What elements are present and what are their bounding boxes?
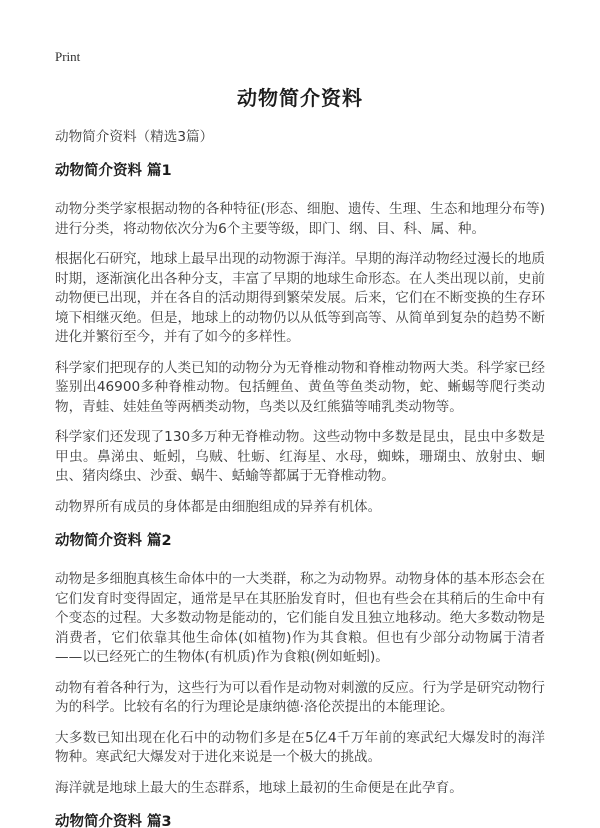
section-1-heading: 动物简介资料 篇1 bbox=[55, 163, 172, 179]
section-3 bbox=[55, 813, 545, 828]
section-2-paragraph-1: 动物是多细胞真核生命体中的一大类群，称之为动物界。动物身体的基本形态会在它们发育时变得固定，通常是早在其胚胎发育时，但也有些会在其稍后的生命中有个变态的过程。大多数动物是能动的，它们能自发且独立地移动。绝大多数动物是消费者，它们依靠其他生命体(如植物)作为其食粮。但也有少部分动物属于清者——以已经死亡的生物体(有机质)作为食粮(例如蚯蚓)。 bbox=[55, 571, 545, 665]
section-2 bbox=[55, 532, 545, 798]
section-1-paragraph-5: 动物界所有成员的身体都是由细胞组成的异养有机体。 bbox=[55, 498, 382, 515]
print-link[interactable]: Print bbox=[55, 49, 81, 64]
page-title: 动物简介资料 bbox=[237, 86, 363, 110]
section-1-paragraph-2: 根据化石研究，地球上最早出现的动物源于海洋。早期的海洋动物经过漫长的地质时期，逐渐演化出各种分支，丰富了早期的地球生命形态。在人类出现以前，史前动物便已出现，并在各自的活动期得到繁荣发展。后来，它们在不断变换的生存环境下相继灭绝。但是，地球上的动物仍以从低等到高等、从简单到复杂的趋势不断进化并繁衍至今，并有了如今的多样性。 bbox=[55, 251, 545, 345]
section-1-paragraph-3: 科学家们把现存的人类已知的动物分为无脊椎动物和脊椎动物两大类。科学家已经鉴别出46900多种脊椎动物。包括鲤鱼、黄鱼等鱼类动物，蛇、蜥蜴等爬行类动物，青蛙、娃娃鱼等两栖类动物，鸟类以及红熊猫等哺乳类动物等。 bbox=[55, 359, 545, 415]
section-1-paragraph-1: 动物分类学家根据动物的各种特征(形态、细胞、遗传、生理、生态和地理分布等)进行分类，将动物依次分为6个主要等级，即门、纲、目、科、属、种。 bbox=[55, 201, 545, 237]
section-2-paragraph-4: 海洋就是地球上最大的生态群系，地球上最初的生命便是在此孕育。 bbox=[55, 779, 463, 796]
section-2-heading: 动物简介资料 篇2 bbox=[55, 533, 172, 549]
page-subtitle: 动物简介资料（精选3篇） bbox=[55, 129, 214, 145]
section-2-paragraph-3: 大多数已知出现在化石中的动物们多是在5亿4千万年前的寒武纪大爆发时的海洋物种。寒武纪大爆发对于进化来说是一个极大的挑战。 bbox=[55, 729, 545, 765]
section-2-paragraph-2: 动物有着各种行为，这些行为可以看作是动物对刺激的反应。行为学是研究动物行为的科学。比较有名的行为理论是康纳德·洛伦茨提出的本能理论。 bbox=[55, 679, 545, 715]
section-1-paragraph-4: 科学家们还发现了130多万种无脊椎动物。这些动物中多数是昆虫，昆虫中多数是甲虫。鼻涕虫、蚯蚓，乌贼、牡蛎、红海星、水母，蜘蛛，珊瑚虫、放射虫、蛔虫、猪肉绦虫、沙蚕、蜗牛、蛞蝓等都属于无脊椎动物。 bbox=[55, 429, 545, 484]
section-1 bbox=[55, 162, 545, 517]
section-3-heading: 动物简介资料 篇3 bbox=[55, 814, 172, 828]
